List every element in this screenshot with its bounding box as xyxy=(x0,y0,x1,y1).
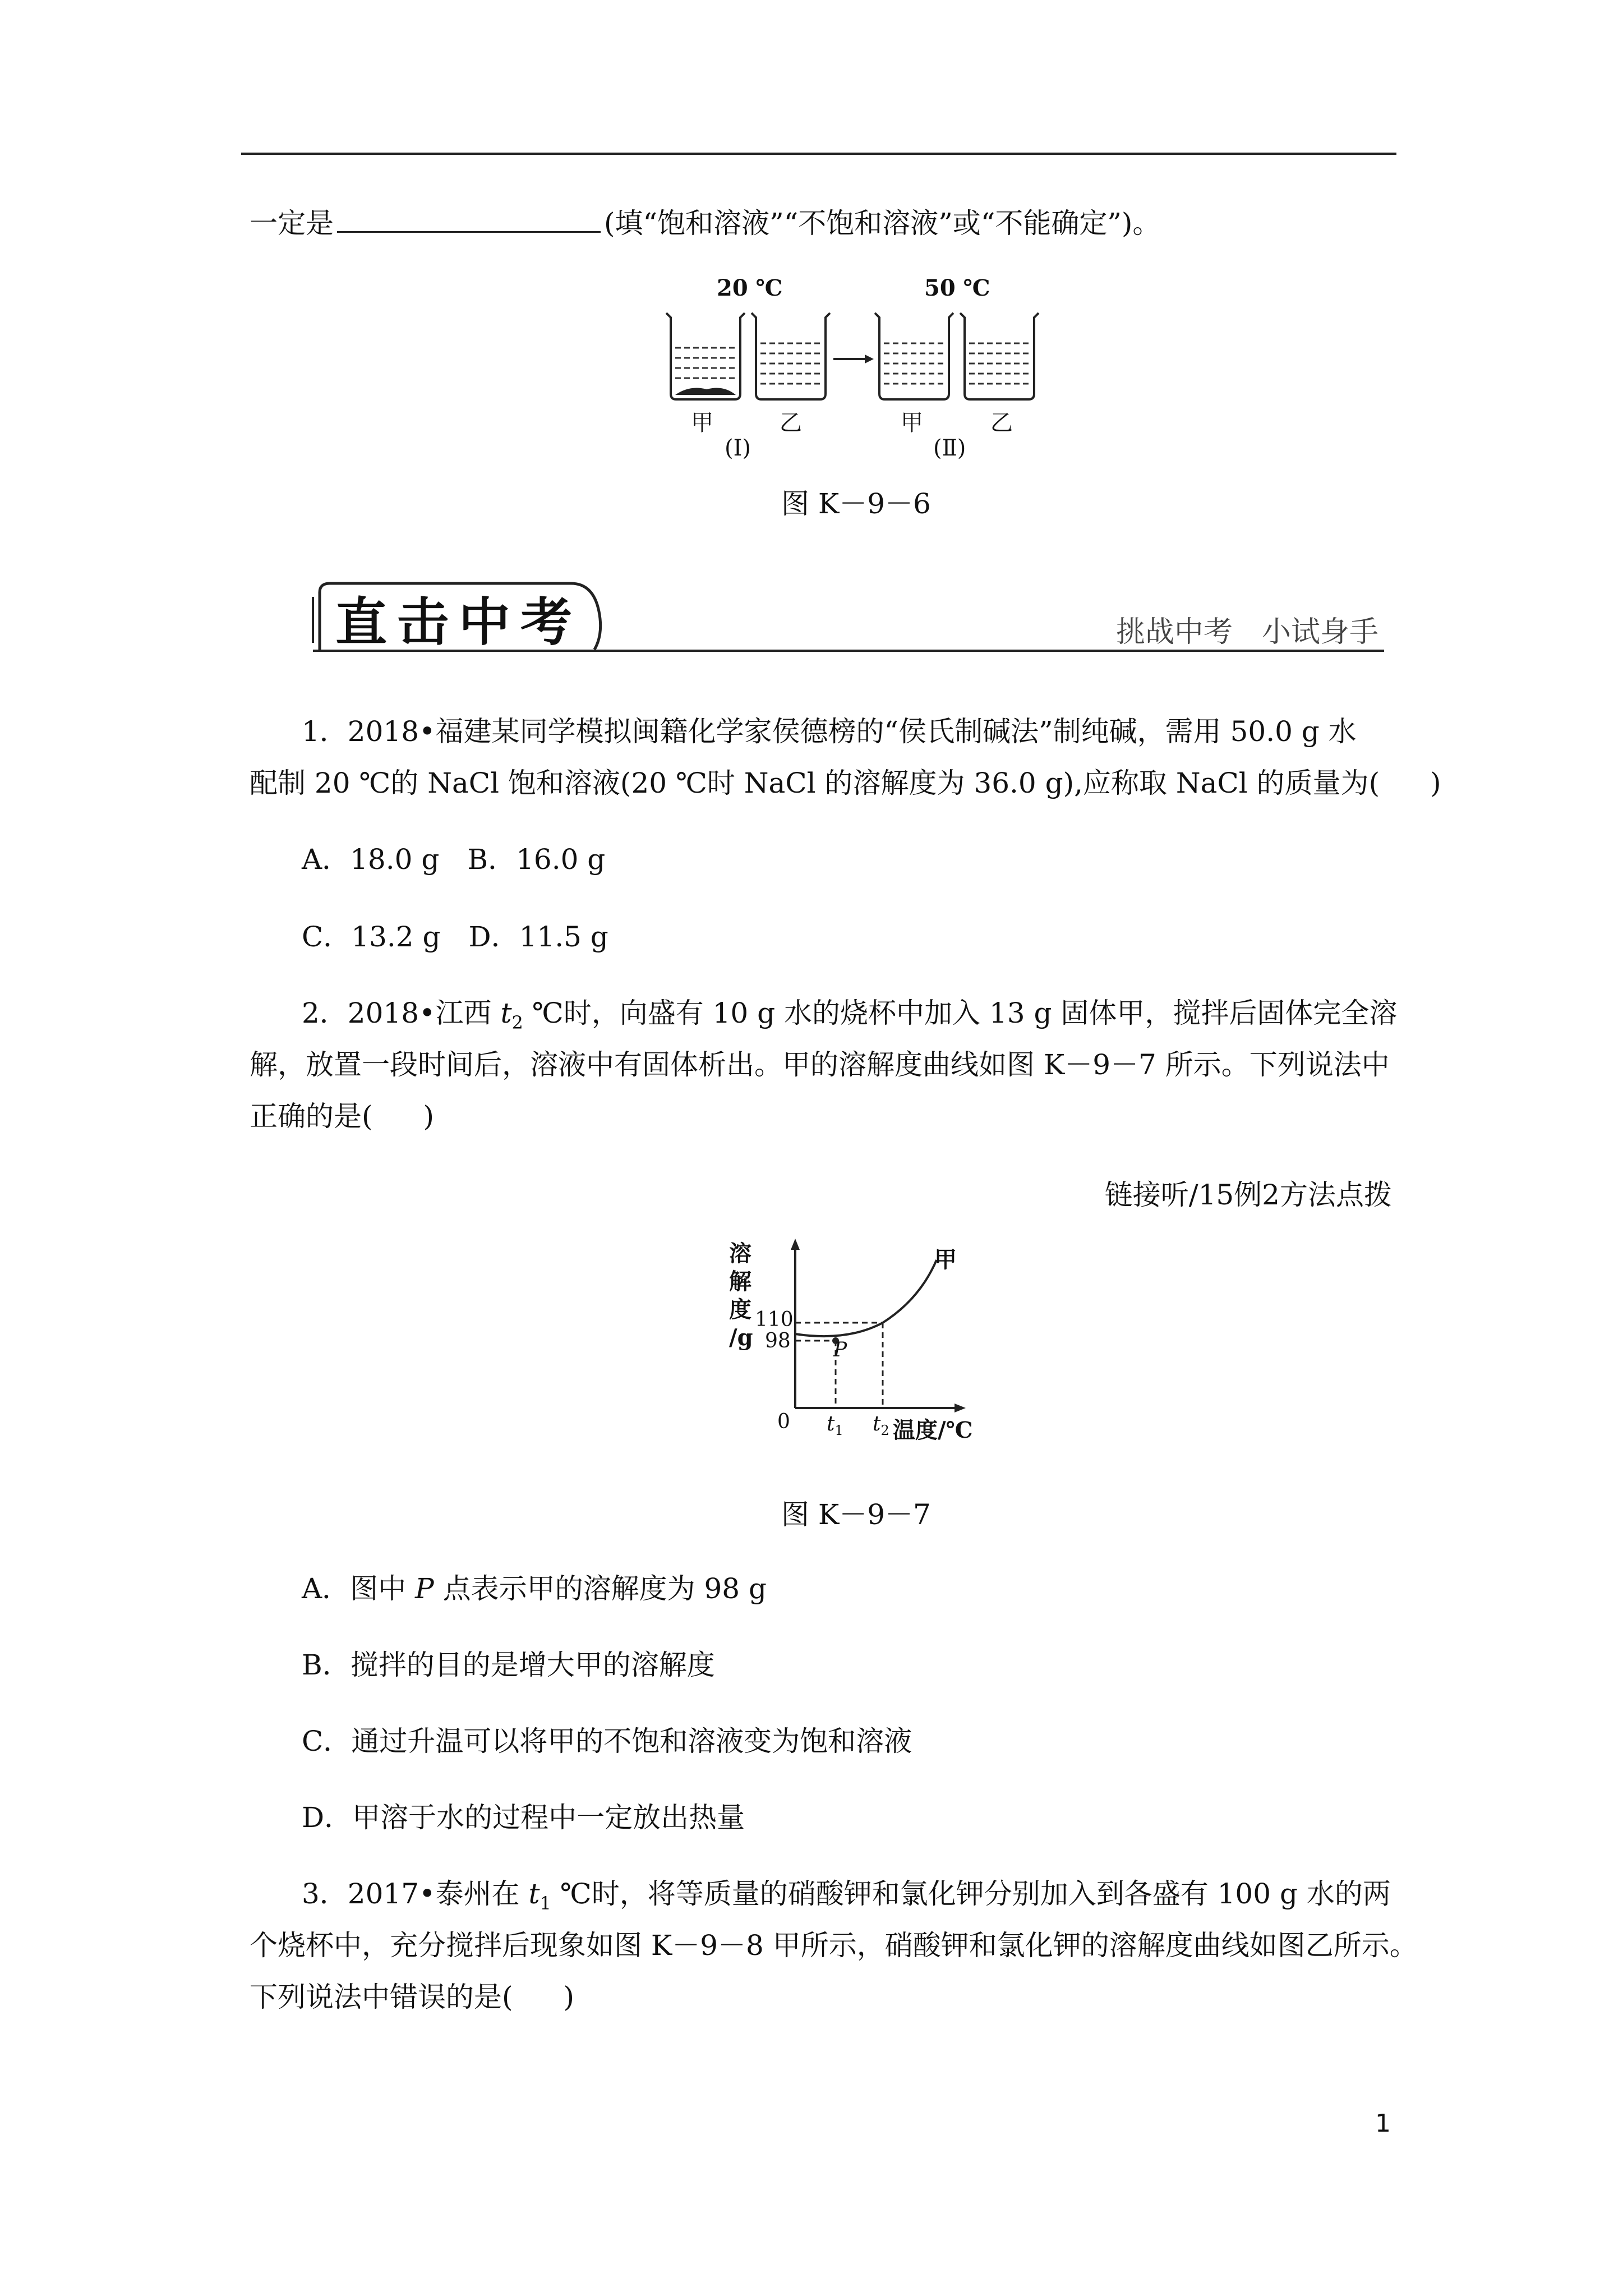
banner-title: 直击中考 xyxy=(335,592,583,652)
y-axis-label: 溶 解 度 /g xyxy=(729,1240,753,1351)
q2-option-b[interactable]: B．搅拌的目的是增大甲的溶解度 xyxy=(302,1649,715,1681)
q3-line1: 3．2017•泰州在 $t_1$ ℃时，将等质量的硝酸钾和氯化钾分别加入到各盛有 100 g 水的两 xyxy=(302,1878,1391,1914)
q2-t: t xyxy=(500,997,512,1029)
q2-line1-a: 2．2018•江西 xyxy=(302,997,501,1029)
series-label-jia: 甲 xyxy=(934,1246,957,1273)
beaker-label-yi-2: 乙 xyxy=(990,410,1013,436)
q3-line3: 下列说法中错误的是( ) xyxy=(250,1981,575,2013)
q2-t-sub: 2 xyxy=(511,1012,523,1033)
x-axis-label: 温度/℃ xyxy=(893,1417,973,1443)
header-rule xyxy=(241,153,1396,155)
q2-paren-close: ) xyxy=(423,1100,435,1133)
q2-line2: 解，放置一段时间后，溶液中有固体析出。甲的溶解度曲线如图 K－9－7 所示。下列说法中 xyxy=(250,1048,1390,1081)
beakers-diagram xyxy=(656,275,1049,466)
q2-link[interactable]: 链接听/15例2方法点拨 xyxy=(1104,1179,1392,1211)
q1-options-row2[interactable]: C．13.2 g D．11.5 g xyxy=(302,921,608,953)
prefix-text: 一定是 xyxy=(250,207,334,240)
section-banner xyxy=(307,578,1384,656)
q1-line2 xyxy=(250,763,1441,803)
banner-subtitle: 挑战中考 小试身手 xyxy=(1115,615,1378,649)
x-axis-arrow xyxy=(955,1404,966,1412)
group-label-2: (Ⅱ) xyxy=(933,435,966,461)
q2-line3 xyxy=(250,1096,434,1137)
q2-stem-end: 正确的是( xyxy=(250,1100,373,1133)
origin-label: 0 xyxy=(777,1410,790,1433)
q1-stem: 配制 20 ℃的 NaCl 饱和溶液(20 ℃时 NaCl 的溶解度为 36.0 g),应称取 NaCl 的质量为( xyxy=(250,767,1380,799)
continuation-line xyxy=(250,203,1160,243)
beaker-label-jia-1: 甲 xyxy=(691,410,713,436)
arrow-head xyxy=(865,355,874,364)
page-number: 1 xyxy=(1375,2109,1391,2138)
temp-label-20: 20 ℃ xyxy=(717,275,783,301)
beaker-yi-1 xyxy=(751,313,830,399)
series-jia-line xyxy=(795,1260,937,1336)
q2-line1-b: ℃时，向盛有 10 g 水的烧杯中加入 13 g 固体甲，搅拌后固体完全溶 xyxy=(523,997,1398,1029)
beaker-label-yi-1: 乙 xyxy=(780,410,802,436)
q2-line1 xyxy=(302,993,1397,1043)
x-tick-t1: $t_1$ xyxy=(827,1412,843,1439)
q1-options-row1[interactable]: A．18.0 g B．16.0 g xyxy=(302,843,606,876)
q1-line1: 1．2018•福建某同学模拟闽籍化学家侯德榜的“侯氏制碱法”制纯碱，需用 50.0 g 水 xyxy=(302,715,1357,748)
suffix-text: (填“饱和溶液”“不饱和溶液”或“不能确定”)。 xyxy=(604,207,1161,240)
q3-line2: 个烧杯中，充分搅拌后现象如图 K－9－8 甲所示，硝酸钾和氯化钾的溶解度曲线如图乙所示。 xyxy=(250,1929,1418,1962)
figure-caption-k-9-7: 图 K－9－7 xyxy=(781,1498,931,1531)
q2-option-c[interactable]: C．通过升温可以将甲的不饱和溶液变为饱和溶液 xyxy=(302,1725,912,1757)
beaker-yi-2 xyxy=(960,313,1039,399)
tick-label-98: 98 xyxy=(765,1329,791,1352)
y-axis-arrow xyxy=(791,1239,800,1250)
beaker-label-jia-2: 甲 xyxy=(901,410,923,436)
q1-paren-close: ) xyxy=(1430,767,1441,799)
tick-label-110: 110 xyxy=(755,1308,794,1331)
q2-option-d[interactable]: D．甲溶于水的过程中一定放出热量 xyxy=(302,1801,745,1834)
figure-k-9-6 xyxy=(656,275,1049,466)
group-label-1: (Ⅰ) xyxy=(725,435,751,461)
solid-sediment xyxy=(675,388,736,395)
figure-caption-k-9-6: 图 K－9－6 xyxy=(781,487,931,520)
answer-blank[interactable] xyxy=(337,205,601,233)
beaker-jia-2 xyxy=(875,313,953,399)
x-tick-t2: $t_2$ xyxy=(873,1412,889,1439)
temp-label-50: 50 ℃ xyxy=(924,275,990,301)
point-label-p: P xyxy=(833,1338,847,1361)
q2-option-a[interactable]: A．图中 P 点表示甲的溶解度为 98 g xyxy=(302,1572,767,1605)
figure-k-9-7 xyxy=(723,1234,981,1458)
beaker-jia-1 xyxy=(666,313,745,399)
